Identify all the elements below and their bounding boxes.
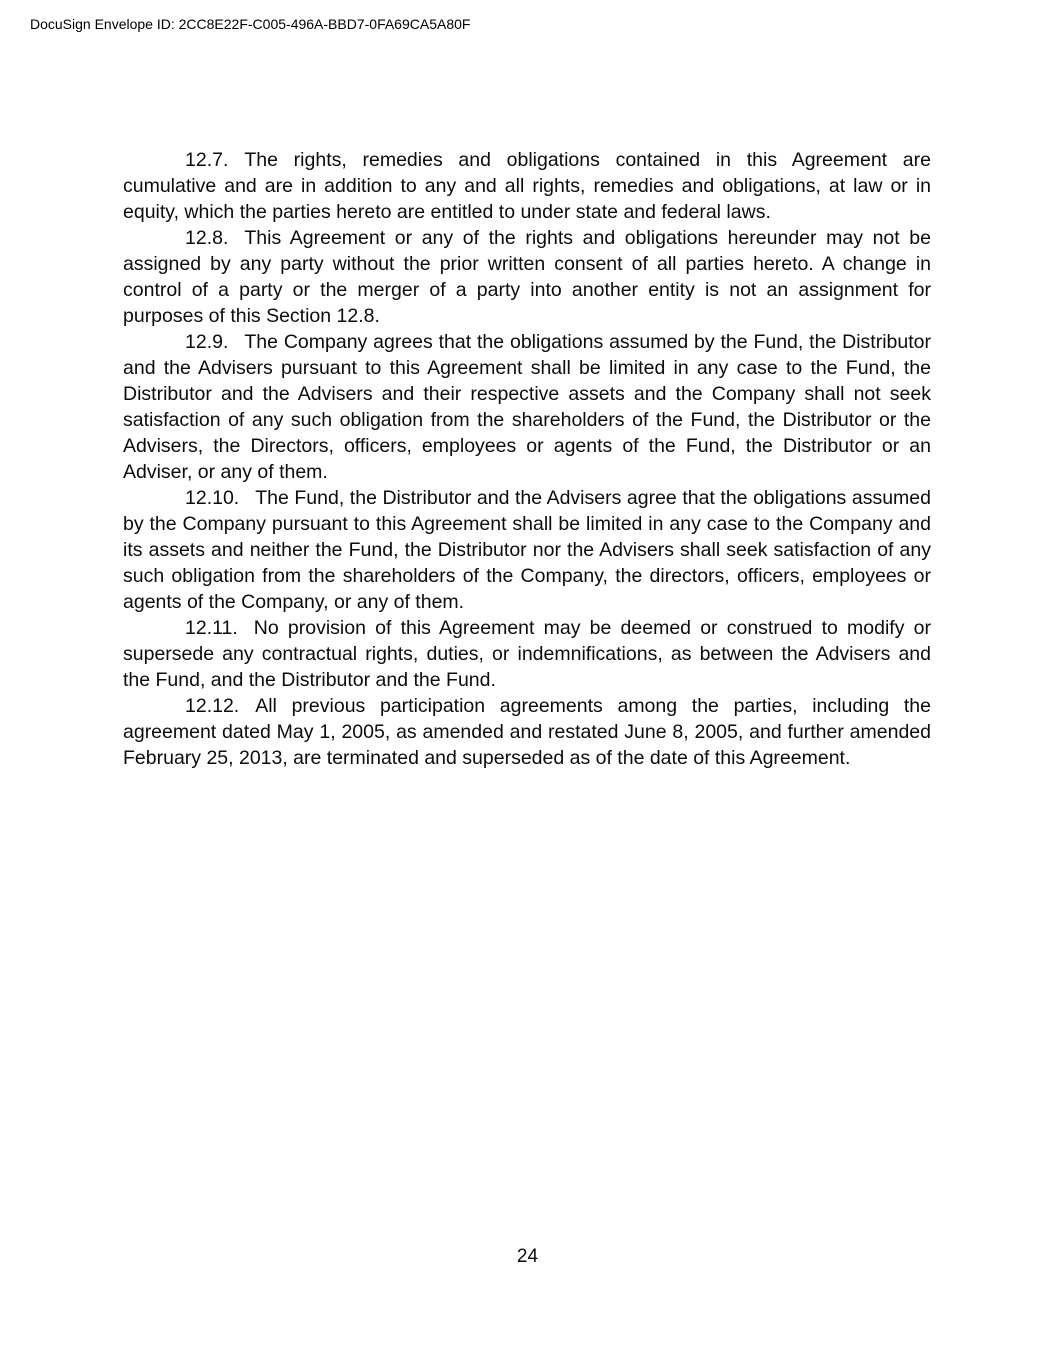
paragraph-12-10 [123, 485, 931, 615]
section-text: The Fund, the Distributor and the Advisers agree that the obligations assumed by the Company pursuant to this Agreement shall be limited in any case to the Company and its assets and neither the Fund, the Distributor nor the Advisers shall seek satisfaction of any such obligation from the shareholders of the Company, the directors, officers, employees or agents of the Company, or any of them. [123, 487, 931, 613]
section-text: This Agreement or any of the rights and obligations hereunder may not be assigned by any party without the prior written consent of all parties hereto. A change in control of a party or the merger of a party into another entity is not an assignment for purposes of this Section 12.8. [123, 227, 931, 327]
paragraph-12-8 [123, 225, 931, 329]
paragraph-12-11 [123, 615, 931, 693]
section-number: 12.8. [185, 227, 229, 249]
page-number: 24 [516, 1246, 539, 1267]
section-text: No provision of this Agreement may be deemed or construed to modify or supersede any contractual rights, duties, or indemnifications, as between the Advisers and the Fund, and the Distributor and the Fund. [123, 617, 931, 691]
section-text: All previous participation agreements among the parties, including the agreement dated May 1, 2005, as amended and restated June 8, 2005, and further amended February 25, 2013, are terminated and superseded as of the date of this Agreement. [123, 695, 931, 769]
section-number: 12.11. [185, 617, 238, 639]
section-number: 12.12. [185, 695, 240, 717]
paragraph-12-12 [123, 693, 931, 771]
section-text: The Company agrees that the obligations assumed by the Fund, the Distributor and the Advisers pursuant to this Agreement shall be limited in any case to the Fund, the Distributor and the Advisers and their respective assets and the Company shall not seek satisfaction of any such obligation from the shareholders of the Fund, the Distributor or the Advisers, the Directors, officers, employees or agents of the Fund, the Distributor or an Adviser, or any of them. [123, 331, 931, 483]
paragraph-12-7 [123, 147, 931, 225]
section-text: The rights, remedies and obligations contained in this Agreement are cumulative and are in addition to any and all rights, remedies and obligations, at law or in equity, which the parties hereto are entitled to under state and federal laws. [123, 149, 931, 223]
document-body [123, 147, 931, 771]
docusign-envelope-id: DocuSign Envelope ID: 2CC8E22F-C005-496A-BBD7-0FA69CA5A80F [30, 16, 471, 32]
paragraph-12-9 [123, 329, 931, 485]
section-number: 12.9. [185, 331, 229, 353]
section-number: 12.7. [185, 149, 229, 171]
section-number: 12.10. [185, 487, 240, 509]
